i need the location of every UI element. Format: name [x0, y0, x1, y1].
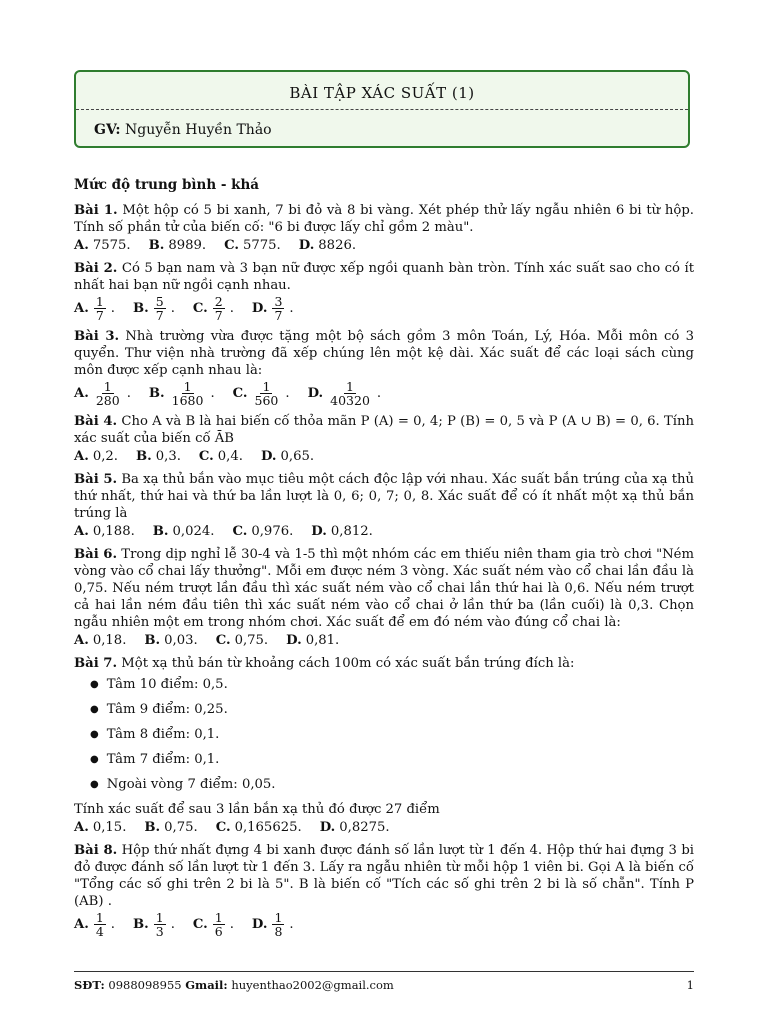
problem-text: Nhà trường vừa được tặng một bộ sách gồm 3 môn Toán, Lý, Hóa. Mỗi môn có 3 quyển. Thư viện nhà trường đã xếp chúng lên một kệ dài. Xác suất để các loại sách cùng môn được xếp cạnh nhau là:	[74, 329, 694, 378]
answer-option	[144, 819, 197, 836]
phone-number: 0988098955	[108, 978, 182, 992]
problem-text: Hộp thứ nhất đựng 4 bi xanh được đánh số lần lượt từ 1 đến 4. Hộp thứ hai đựng 3 bi đỏ được đánh số lần lượt từ 1 đến 3. Lấy ra ngẫu nhiên từ mỗi hộp 1 viên bi. Gọi A là biến cố "Tổng các số ghi trên 2 bi là 5". B là biến cố "Tích các số ghi trên 2 bi là số chẵn". Tính P (AB) .	[74, 843, 694, 909]
answer-key: A.	[74, 386, 89, 401]
answer-key: C.	[224, 238, 239, 253]
answer-key: A.	[74, 524, 89, 539]
answer-option	[74, 819, 126, 836]
problem-text: Một hộp có 5 bi xanh, 7 bi đỏ và 8 bi vàng. Xét phép thử lấy ngẫu nhiên 6 bi từ hộp. Tính số phần tử của biến cố: "6 bi được lấy chỉ gồm 2 màu".	[74, 203, 694, 235]
bullet-dot-icon: ●	[90, 779, 99, 790]
answer-options	[74, 911, 694, 938]
answer-suffix: .	[229, 301, 234, 316]
problem-statement	[74, 655, 694, 672]
bullet-list	[90, 676, 694, 793]
section-title: Mức độ trung bình - khá	[74, 177, 260, 193]
answer-suffix: .	[170, 301, 175, 316]
answer-option	[74, 380, 131, 407]
answer-key: B.	[148, 238, 165, 253]
answer-option	[193, 911, 234, 938]
answer-options	[74, 523, 694, 540]
answer-key: C.	[232, 524, 248, 539]
bullet-dot-icon: ●	[90, 754, 99, 765]
page-number: 1	[686, 978, 694, 992]
email-address: huyenthao2002@gmail.com	[231, 978, 394, 992]
problem-item	[74, 471, 694, 540]
answer-fraction	[328, 380, 372, 407]
answer-option	[224, 237, 281, 254]
bullet-item	[90, 726, 694, 743]
problem-text: Cho A và B là hai biến cố thỏa mãn P (A) = 0, 4; P (B) = 0, 5 và P (A ∪ B) = 0, 6. Tính xác suất của biến cố ĀB	[74, 414, 694, 446]
answer-value: 0,18.	[92, 633, 127, 648]
fraction-denominator: 4	[95, 924, 104, 939]
problem-text: Có 5 bạn nam và 3 bạn nữ được xếp ngồi quanh bàn tròn. Tính xác suất sao cho có ít nhất hai bạn nữ ngồi cạnh nhau.	[74, 261, 694, 293]
problem-item	[74, 260, 694, 322]
answer-fraction	[253, 380, 281, 407]
answer-key: B.	[148, 386, 165, 401]
answer-option	[311, 523, 373, 540]
fraction-numerator: 1	[155, 910, 164, 925]
bullet-item	[90, 701, 694, 718]
fraction-denominator: 3	[155, 924, 164, 939]
answer-key: C.	[215, 633, 231, 648]
answer-key: B.	[144, 820, 161, 835]
author-label: GV:	[94, 122, 121, 138]
answer-key: A.	[74, 633, 89, 648]
answer-key: B.	[132, 301, 149, 316]
answer-option	[308, 380, 382, 407]
problems-container	[74, 202, 694, 938]
problem-statement	[74, 842, 694, 910]
answer-suffix: .	[110, 301, 115, 316]
answer-option	[286, 632, 339, 649]
fraction-numerator: 1	[214, 910, 223, 925]
answer-key: B.	[132, 917, 149, 932]
answer-value: 0,2.	[92, 449, 118, 464]
fraction-numerator: 1	[274, 910, 283, 925]
answer-value: 0,65.	[280, 449, 315, 464]
problem-item	[74, 413, 694, 465]
answer-value: 0,188.	[92, 524, 135, 539]
problem-label: Bài 2.	[74, 261, 118, 276]
problem-statement	[74, 413, 694, 447]
problem-label: Bài 4.	[74, 414, 118, 429]
answer-option	[133, 911, 175, 938]
problem-question: Tính xác suất để sau 3 lần bắn xạ thủ đó được 27 điểm	[74, 802, 440, 817]
answer-option	[216, 632, 268, 649]
answer-fraction	[213, 295, 225, 322]
problem-item	[74, 202, 694, 254]
fraction-numerator: 1	[262, 379, 271, 394]
answer-suffix: .	[110, 917, 115, 932]
answer-option	[74, 632, 126, 649]
answer-key: D.	[307, 386, 324, 401]
answer-key: A.	[74, 301, 89, 316]
answer-option	[74, 523, 135, 540]
problem-text: Một xạ thủ bán từ khoảng cách 100m có xác suất bắn trúng đích là:	[121, 656, 575, 671]
answer-option	[193, 295, 234, 322]
answer-key: D.	[260, 449, 277, 464]
answer-fraction	[213, 911, 225, 938]
answer-key: D.	[311, 524, 327, 539]
answer-option	[252, 295, 294, 322]
bullet-dot-icon: ●	[90, 704, 99, 715]
problem-statement	[74, 546, 694, 631]
answer-key: A.	[74, 449, 89, 464]
answer-value: 0,75.	[164, 820, 198, 835]
answer-option	[133, 295, 175, 322]
problem-label: Bài 5.	[74, 472, 118, 487]
problem-label: Bài 7.	[74, 656, 118, 671]
answer-options	[74, 295, 694, 322]
answer-value: 0,4.	[217, 449, 243, 464]
author-line	[94, 122, 272, 138]
fraction-denominator: 7	[274, 308, 283, 323]
phone-label: SĐT:	[74, 978, 105, 992]
bullet-text: Tâm 7 điểm: 0,1.	[106, 752, 220, 767]
problem-item	[74, 655, 694, 836]
fraction-numerator: 3	[274, 294, 283, 309]
answer-key: D.	[298, 238, 315, 253]
answer-options	[74, 380, 694, 407]
bullet-dot-icon: ●	[90, 729, 99, 740]
author-name: Nguyễn Huyền Thảo	[125, 122, 272, 138]
problem-statement	[74, 202, 694, 236]
bullet-item	[90, 776, 694, 793]
answer-option	[144, 632, 197, 649]
bullet-text: Tâm 9 điểm: 0,25.	[106, 702, 228, 717]
fraction-numerator: 5	[155, 294, 164, 309]
footer-contact	[74, 978, 394, 992]
answer-option	[299, 237, 356, 254]
answer-key: B.	[144, 633, 161, 648]
fraction-numerator: 1	[346, 379, 354, 394]
answer-suffix: .	[285, 386, 290, 401]
bullet-item	[90, 751, 694, 768]
answer-option	[149, 380, 215, 407]
fraction-denominator: 8	[274, 924, 283, 939]
answer-value: 0,75.	[234, 633, 269, 648]
answer-suffix: .	[289, 301, 294, 316]
answer-key: C.	[192, 301, 208, 316]
answer-option	[233, 380, 290, 407]
fraction-denominator: 280	[95, 393, 120, 408]
answer-option	[252, 911, 294, 938]
document-title: BÀI TẬP XÁC SUẤT (1)	[289, 84, 475, 102]
fraction-numerator: 2	[214, 294, 223, 309]
fraction-numerator: 1	[103, 379, 112, 394]
email-label: Gmail:	[185, 978, 228, 992]
problem-statement	[74, 471, 694, 522]
fraction-denominator: 6	[214, 924, 223, 939]
footer-divider	[74, 971, 694, 972]
answer-option	[74, 295, 115, 322]
answer-options	[74, 819, 694, 836]
header-divider	[76, 109, 688, 110]
fraction-numerator: 1	[183, 379, 192, 394]
answer-value: 0,15.	[92, 820, 127, 835]
answer-options	[74, 237, 694, 254]
answer-key: B.	[136, 449, 152, 464]
answer-value: 5775.	[242, 238, 281, 253]
answer-key: D.	[251, 301, 268, 316]
answer-options	[74, 632, 694, 649]
answer-option	[74, 911, 115, 938]
answer-options	[74, 448, 694, 465]
answer-key: D.	[319, 820, 336, 835]
answer-fraction	[154, 911, 166, 938]
answer-key: C.	[232, 386, 248, 401]
answer-suffix: .	[289, 917, 294, 932]
answer-value: 0,8275.	[339, 820, 390, 835]
answer-value: 7575.	[92, 238, 131, 253]
answer-fraction	[272, 911, 284, 938]
answer-option	[199, 448, 243, 465]
answer-value: 0,024.	[172, 524, 215, 539]
answer-value: 0,812.	[330, 524, 373, 539]
problem-label: Bài 6.	[74, 547, 118, 562]
answer-option	[149, 237, 207, 254]
answer-fraction	[94, 295, 106, 322]
answer-key: C.	[192, 917, 208, 932]
problem-label: Bài 3.	[74, 329, 120, 344]
bullet-item	[90, 676, 694, 693]
answer-key: D.	[251, 917, 268, 932]
answer-option	[232, 523, 293, 540]
answer-option	[320, 819, 390, 836]
answer-suffix: .	[376, 386, 382, 401]
fraction-denominator: 40320	[330, 393, 370, 408]
answer-fraction	[94, 911, 106, 938]
problem-item	[74, 328, 694, 407]
answer-key: D.	[286, 633, 302, 648]
answer-value: 8989.	[168, 238, 207, 253]
header-box	[74, 70, 690, 148]
fraction-denominator: 1680	[171, 393, 204, 408]
answer-value: 0,03.	[164, 633, 198, 648]
bullet-dot-icon: ●	[90, 679, 99, 690]
answer-value: 0,3.	[155, 449, 181, 464]
problem-label: Bài 1.	[74, 203, 118, 218]
footer	[74, 978, 694, 992]
problem-label: Bài 8.	[74, 843, 118, 858]
fraction-denominator: 7	[155, 308, 164, 323]
fraction-numerator: 1	[95, 910, 104, 925]
fraction-numerator: 1	[95, 294, 104, 309]
answer-key: C.	[198, 449, 214, 464]
answer-key: A.	[74, 238, 89, 253]
answer-option	[261, 448, 314, 465]
answer-fraction	[170, 380, 206, 407]
answer-fraction	[154, 295, 166, 322]
problem-list	[74, 177, 694, 944]
answer-key: A.	[74, 917, 89, 932]
answer-value: 0,81.	[305, 633, 340, 648]
bullet-text: Tâm 8 điểm: 0,1.	[106, 727, 220, 742]
answer-key: B.	[152, 524, 169, 539]
answer-fraction	[272, 295, 284, 322]
fraction-denominator: 7	[214, 308, 223, 323]
answer-option	[153, 523, 215, 540]
answer-option	[74, 448, 118, 465]
fraction-denominator: 560	[254, 393, 279, 408]
answer-value: 8826.	[318, 238, 357, 253]
fraction-denominator: 7	[95, 308, 104, 323]
problem-item	[74, 842, 694, 938]
answer-suffix: .	[210, 386, 215, 401]
answer-suffix: .	[229, 917, 234, 932]
answer-suffix: .	[126, 386, 131, 401]
problem-statement	[74, 260, 694, 294]
answer-value: 0,165625.	[234, 820, 302, 835]
problem-text: Trong dịp nghỉ lễ 30-4 và 1-5 thì một nhóm các em thiếu niên tham gia trò chơi "Ném vòng vào cổ chai lấy thưởng". Mỗi em được ném 3 vòng. Xác suất ném vào cổ chai lần đầu là 0,75. Nếu ném trượt lần đầu thì xác suất ném vào cổ chai lần thứ hai là 0,6. Nếu ném trượt cả hai lần ném đầu tiên thì xác suất ném vào cổ chai ở lần thứ ba (lần cuối) là 0,3. Chọn ngẫu nhiên một em trong nhóm chơi. Xác suất để em đó ném vào đúng cổ chai là:	[74, 547, 694, 630]
problem-item	[74, 546, 694, 649]
answer-suffix: .	[170, 917, 175, 932]
answer-option	[74, 237, 131, 254]
answer-option	[216, 819, 302, 836]
answer-fraction	[94, 380, 122, 407]
problem-statement	[74, 328, 694, 379]
answer-key: A.	[74, 820, 89, 835]
bullet-text: Ngoài vòng 7 điểm: 0,05.	[106, 777, 276, 792]
bullet-text: Tâm 10 điểm: 0,5.	[106, 677, 228, 692]
answer-key: C.	[215, 820, 231, 835]
answer-value: 0,976.	[251, 524, 294, 539]
problem-text: Ba xạ thủ bắn vào mục tiêu một cách độc lập với nhau. Xác suất bắn trúng của xạ thủ thứ nhất, thứ hai và thứ ba lần lượt là 0, 6; 0, 7; 0, 8. Xác suất để có ít nhất một xạ thủ bắn trúng là	[74, 472, 694, 521]
answer-option	[136, 448, 181, 465]
